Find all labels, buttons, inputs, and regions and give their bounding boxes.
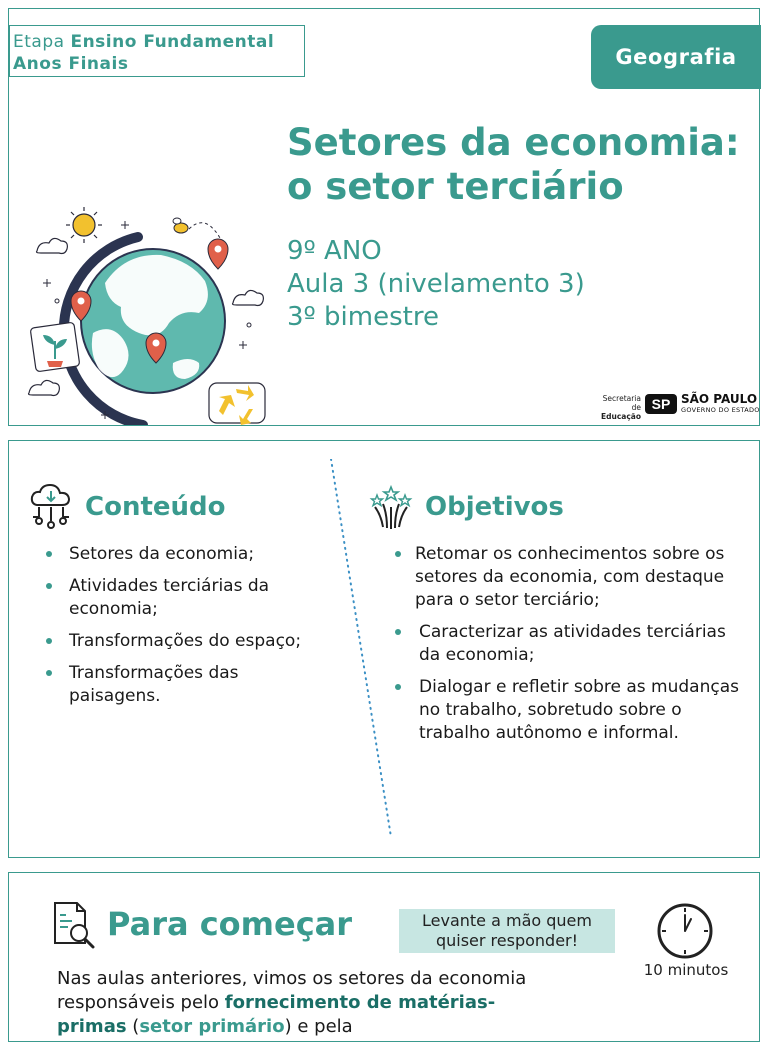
stage-prefix: Etapa: [13, 32, 65, 52]
stage-level: Ensino Fundamental: [70, 32, 275, 52]
lesson-meta: [287, 235, 585, 334]
clock-icon: [655, 901, 715, 961]
term-label: 3º bimestre: [287, 302, 439, 332]
objectives-heading: Objetivos: [425, 492, 564, 522]
state-name: SÃO PAULO: [681, 392, 758, 406]
cover-slide: [8, 8, 760, 426]
title-line-1: Setores da economia:: [287, 121, 740, 164]
document-search-icon: [49, 899, 97, 949]
cloud-network-icon: [29, 483, 73, 531]
contents-slide: [8, 440, 760, 858]
stage-sublevel: Anos Finais: [13, 54, 129, 74]
section-header: [49, 899, 352, 949]
objectives-list: [369, 543, 739, 745]
content-list: [29, 543, 319, 708]
list-item: Setores da economia;: [29, 543, 319, 566]
subject-tab: [591, 25, 761, 89]
stage-label: [9, 25, 305, 77]
cloud-icon: [233, 290, 264, 305]
sp-logo-icon: [645, 394, 677, 414]
intro-paragraph: Nas aulas anteriores, vimos os setores da economia responsáveis pelo fornecimento de matérias-primas (setor primário) e pela: [57, 968, 527, 1037]
warmup-slide: [8, 872, 760, 1042]
government-logo: [593, 392, 760, 421]
secretaria-label: Secretaria de Educação: [601, 394, 641, 421]
list-item: Dialogar e refletir sobre as mudanças no trabalho, sobretudo sobre o trabalho autônomo e informal.: [369, 676, 739, 745]
objectives-column: [369, 481, 739, 754]
list-item: Caracterizar as atividades terciárias da economia;: [369, 621, 739, 667]
location-pin-icon: [208, 239, 228, 269]
cloud-icon: [37, 238, 68, 253]
fireworks-icon: [369, 483, 413, 531]
recycle-icon: [209, 383, 265, 425]
cloud-icon: [29, 380, 60, 395]
list-item: Transformações do espaço;: [29, 630, 319, 653]
content-column: [29, 481, 319, 717]
list-item: Atividades terciárias da economia;: [29, 575, 319, 621]
svg-text:SP: SP: [651, 396, 671, 412]
duration-label: 10 minutos: [643, 961, 729, 979]
government-name: GOVERNO DO ESTADO: [681, 406, 760, 414]
title-line-2: o setor terciário: [287, 165, 624, 208]
lesson-label: Aula 3 (nivelamento 3): [287, 269, 585, 299]
list-item: Transformações das paisagens.: [29, 662, 319, 708]
content-heading: Conteúdo: [85, 492, 226, 522]
grade-label: 9º ANO: [287, 236, 382, 266]
plant-icon: [30, 322, 80, 372]
globe-illustration: [23, 193, 273, 425]
list-item: Retomar os conhecimentos sobre os setores da economia, com destaque para o setor terciário;: [369, 543, 739, 612]
subject-label: Geografia: [615, 45, 737, 69]
instruction-callout: Levante a mão quem quiser responder!: [399, 909, 615, 953]
page-title: [287, 121, 757, 209]
sun-icon: [66, 207, 102, 243]
section-title: Para começar: [107, 905, 353, 943]
